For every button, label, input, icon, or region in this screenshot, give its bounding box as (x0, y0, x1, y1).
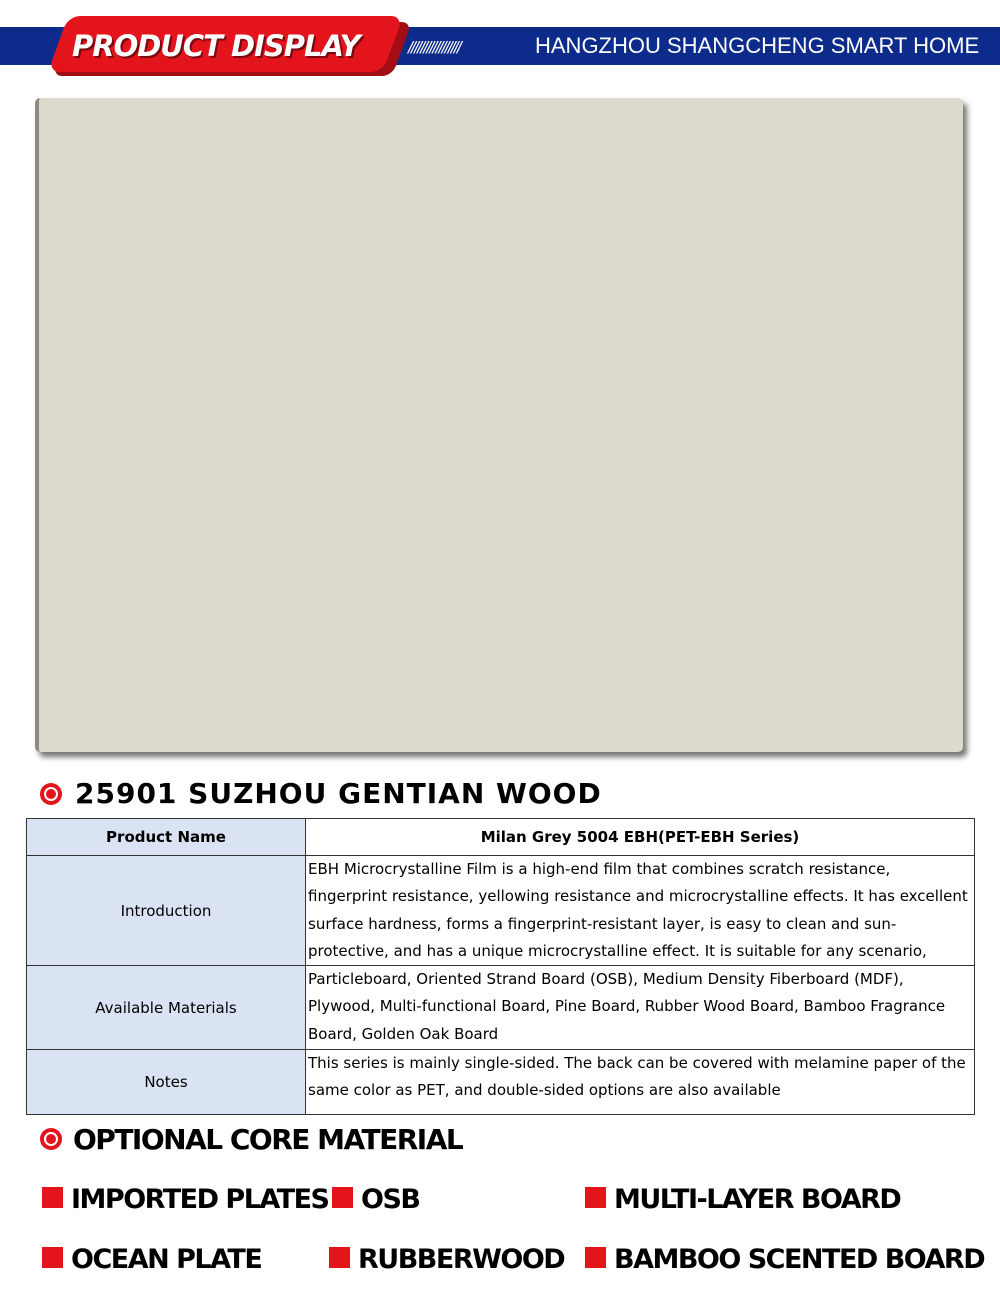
color-swatch (35, 98, 963, 752)
row-value-introduction (306, 856, 975, 966)
table-header-value: Milan Grey 5004 EBH(PET-EBH Series) (306, 819, 975, 856)
table-row (27, 1050, 975, 1115)
red-square-icon (42, 1187, 63, 1208)
core-item-ocean-plate: OCEAN PLATE (42, 1240, 261, 1280)
table-header-label: Product Name (27, 819, 306, 856)
red-square-icon (332, 1187, 353, 1208)
red-square-icon (42, 1247, 63, 1268)
row-value-materials: Particleboard, Oriented Strand Board (OSB), Medium Density Fiberboard (MDF), Plywood, Multi-functional Board, Pine Board, Rubber Wood Board, Bamboo Fragrance Board, Golden Oak Board (306, 966, 975, 1050)
core-item-rubberwood: RUBBERWOOD (329, 1240, 564, 1280)
banner-stripes: ///////////////// (408, 38, 460, 56)
row-label-notes: Notes (27, 1050, 306, 1115)
core-item-bamboo-scented-board: BAMBOO SCENTED BOARD (585, 1240, 984, 1280)
core-item-osb: OSB (332, 1180, 419, 1220)
red-square-icon (585, 1187, 606, 1208)
red-square-icon (329, 1247, 350, 1268)
red-bullet-icon (40, 783, 62, 805)
table-row (27, 856, 975, 966)
product-image (35, 98, 971, 760)
red-square-icon (585, 1247, 606, 1268)
row-label-introduction: Introduction (27, 856, 306, 966)
row-value-notes: This series is mainly single-sided. The back can be covered with melamine paper of the same color as PET, and double-sided options are also available (306, 1050, 975, 1115)
row-label-materials: Available Materials (27, 966, 306, 1050)
company-name: HANGZHOU SHANGCHENG SMART HOME (535, 33, 980, 58)
table-row (27, 819, 975, 856)
core-item-imported-plates: IMPORTED PLATES (42, 1180, 329, 1220)
header-banner (0, 0, 1000, 80)
banner-title: PRODUCT DISPLAY (72, 29, 360, 63)
table-row (27, 966, 975, 1050)
introduction-text: EBH Microcrystalline Film is a high-end film that combines scratch resistance, fingerprint resistance, yellowing resistance and microcrystalline effects. It has excellent surface hardness, forms a fingerprint-resistant layer, is easy to clean and sun-protective, and has a unique microcrystalline effect. It is suitable for any scenario, (308, 860, 968, 961)
product-heading: 25901 SUZHOU GENTIAN WOOD (75, 777, 602, 810)
spec-table (26, 818, 975, 1115)
core-item-multi-layer-board: MULTI-LAYER BOARD (585, 1180, 900, 1220)
red-bullet-icon (40, 1128, 62, 1150)
core-material-heading: OPTIONAL CORE MATERIAL (73, 1123, 463, 1156)
